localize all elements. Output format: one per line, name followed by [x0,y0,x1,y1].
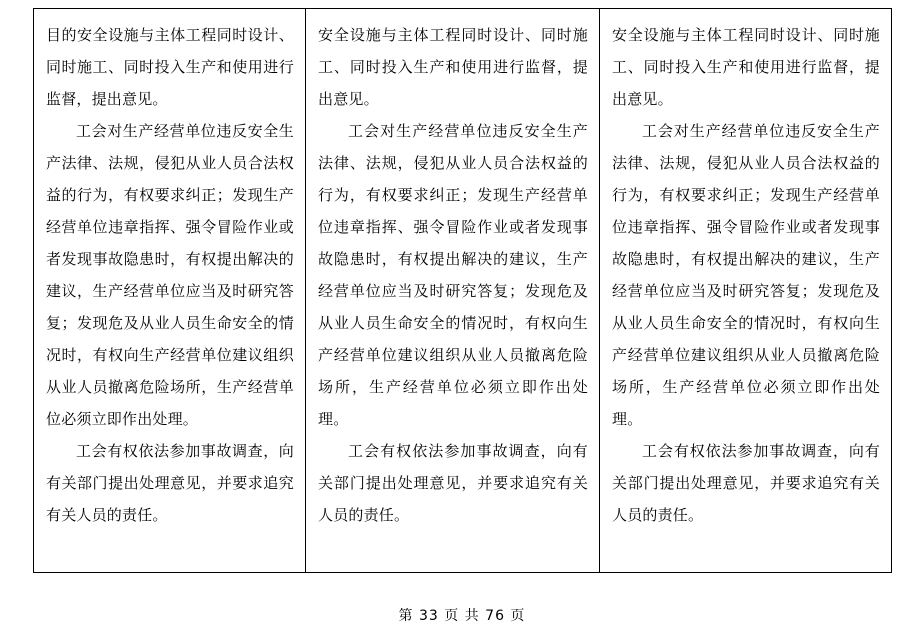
table-cell-middle-column [306,9,600,573]
paragraph-middle-1: 安全设施与主体工程同时设计、同时施工、同时投入生产和使用进行监督，提出意见。 [318,26,588,108]
paragraph-left-2: 工会对生产经营单位违反安全生产法律、法规，侵犯从业人员合法权益的行为，有权要求纠正；发现生产经营单位违章指挥、强令冒险作业或者发现事故隐患时，有权提出解决的建议，生产经营单位应当及时研究答复；发现危及从业人员生命安全的情况时，有权向生产经营单位建议组织从业人员撤离危险场所，生产经营单位必须立即作出处理。 [46,122,294,428]
comparison-table [33,8,892,573]
table-row [34,9,892,573]
paragraph-right-1: 安全设施与主体工程同时设计、同时施工、同时投入生产和使用进行监督，提出意见。 [612,26,880,108]
paragraph-left-1: 目的安全设施与主体工程同时设计、同时施工、同时投入生产和使用进行监督，提出意见。 [46,26,294,108]
page-footer: 第 33 页 共 76 页 [398,608,526,624]
table-cell-right-column [600,9,892,573]
paragraph-left-3: 工会有权依法参加事故调查，向有关部门提出处理意见，并要求追究有关人员的责任。 [46,442,294,524]
paragraph-right-2: 工会对生产经营单位违反安全生产法律、法规，侵犯从业人员合法权益的行为，有权要求纠正；发现生产经营单位违章指挥、强令冒险作业或者发现事故隐患时，有权提出解决的建议，生产经营单位应当及时研究答复；发现危及从业人员生命安全的情况时，有权向生产经营单位建议组织从业人员撤离危险场所，生产经营单位必须立即作出处理。 [612,122,880,428]
paragraph-middle-3: 工会有权依法参加事故调查，向有关部门提出处理意见，并要求追究有关人员的责任。 [318,442,588,524]
paragraph-middle-2: 工会对生产经营单位违反安全生产法律、法规，侵犯从业人员合法权益的行为，有权要求纠正；发现生产经营单位违章指挥、强令冒险作业或者发现事故隐患时，有权提出解决的建议，生产经营单位应当及时研究答复；发现危及从业人员生命安全的情况时，有权向生产经营单位建议组织从业人员撤离危险场所，生产经营单位必须立即作出处理。 [318,122,588,428]
paragraph-right-3: 工会有权依法参加事故调查，向有关部门提出处理意见，并要求追究有关人员的责任。 [612,442,880,524]
table-cell-left-column [34,9,306,573]
